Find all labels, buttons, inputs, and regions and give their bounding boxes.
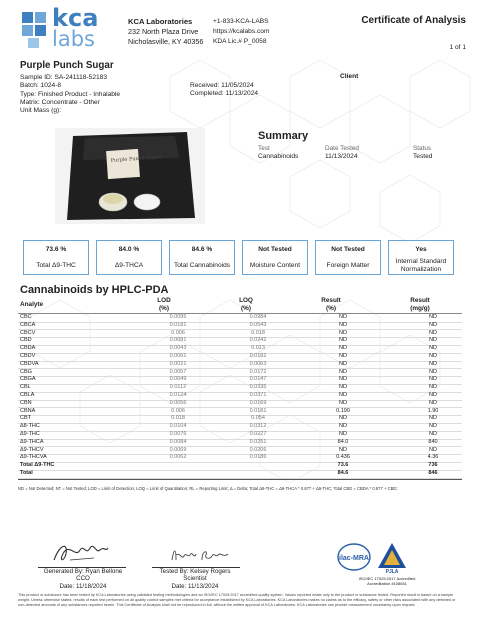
cell-analyte: CBGA bbox=[20, 376, 36, 383]
product-photo bbox=[55, 128, 205, 224]
cell-loq: 0.0284 bbox=[249, 314, 267, 320]
summary-title: Summary bbox=[258, 130, 309, 142]
col-header-loq-unit: (%) bbox=[241, 304, 251, 312]
sample-id: Sample ID: SA-241118-52183 bbox=[20, 74, 107, 81]
received-date: Received: 11/05/2024 bbox=[190, 82, 254, 89]
cell-result-mg: ND bbox=[429, 446, 437, 453]
accreditation-number: Accreditation #108651 bbox=[367, 581, 407, 586]
cell-result-pct: ND bbox=[339, 329, 347, 336]
col-header-analyte: Analyte bbox=[20, 301, 44, 308]
logo-text-labs: labs bbox=[52, 27, 95, 51]
cell-analyte: CBT bbox=[20, 415, 31, 422]
cell-lod: 0.006 bbox=[171, 407, 185, 414]
box-value: 84.6 % bbox=[191, 246, 213, 253]
box-value: Not Tested bbox=[258, 246, 292, 253]
box-thca bbox=[96, 240, 162, 275]
sample-meta bbox=[20, 74, 120, 115]
cell-lod: 0.0049 bbox=[169, 376, 187, 383]
box-value: 73.6 % bbox=[45, 246, 67, 253]
cell-loq: 0.018 bbox=[251, 329, 265, 336]
cannabinoids-title: Cannabinoids by HPLC-PDA bbox=[20, 284, 169, 296]
cell-loq: 0.0371 bbox=[249, 392, 267, 398]
disclaimer: This product or substance has been tested by KCA Laboratories using validated testing methodologies and an ISO/IEC 17025:2017 accredited quality system. Values reported relate only to the product or substance tested. Reported result is based on a sample weight. Unless otherwise stated, results of each test performed on all quality control samples met criteria for acceptance established by KCA Laboratories. KCA Laboratories makes no claims as to the efficacy, safety or other risks associated with any detected or non-detected amounts of any substances reported herein. This Certificate of Analysis shall not be reproduced in full, without the written approval of KCA Laboratories. KCA Laboratories can provide measurement uncertainty upon request. bbox=[18, 593, 456, 607]
summary-header-status: Status bbox=[413, 145, 432, 152]
col-header-loq-text: LOQ bbox=[239, 297, 253, 304]
cell-result-mg: ND bbox=[429, 345, 437, 352]
cell-result-mg: ND bbox=[429, 392, 437, 398]
accreditation-block bbox=[352, 576, 422, 586]
cell-loq: 0.0181 bbox=[249, 407, 267, 414]
cell-loq: 0.0182 bbox=[249, 353, 267, 359]
cell-loq: 0.0063 bbox=[249, 360, 267, 367]
box-label: Total Cannabinoids bbox=[173, 262, 231, 269]
cell-result-pct: ND bbox=[339, 423, 347, 430]
lab-phone: +1-833-KCA-LABS bbox=[213, 18, 269, 25]
cell-analyte: Δ9-THC bbox=[20, 431, 40, 437]
unit-mass: Unit Mass (g): bbox=[20, 107, 62, 115]
lab-contact-block bbox=[213, 17, 269, 47]
cell-lod: 0.006 bbox=[171, 329, 185, 336]
cell-loq: 0.0312 bbox=[249, 423, 267, 430]
table-footnote: ND = Not Detected; NT = Not Tested; LOD = Limit of Detection; LOQ = Limit of Quantitation; RL = Reporting Limit; Δ = Delta; Total Δ9-THC = Δ9-THCA * 0.877 + Δ9-THC; Total CBD = CBDA * 0.877 + CBD; bbox=[18, 486, 398, 491]
cell-analyte: Δ8-THC bbox=[20, 423, 40, 430]
generated-by-block bbox=[28, 568, 138, 590]
cell-lod: 0.0062 bbox=[169, 454, 187, 461]
cell-result-pct: ND bbox=[339, 337, 347, 344]
summary-date-value: 11/13/2024 bbox=[325, 153, 358, 160]
jar-label-text: Purple Punch Sugar bbox=[110, 154, 162, 164]
cell-result-mg: 736 bbox=[428, 462, 438, 469]
box-value: Yes bbox=[415, 246, 427, 253]
cell-lod: 0.0084 bbox=[169, 438, 187, 445]
cell-lod: 0.0021 bbox=[169, 360, 187, 367]
cell-result-pct: ND bbox=[339, 392, 347, 398]
cell-result-pct: ND bbox=[339, 376, 347, 383]
sample-type: Type: Finished Product - Inhalable bbox=[20, 90, 121, 98]
cell-result-pct: ND bbox=[339, 360, 347, 367]
cell-result-mg: 1.90 bbox=[427, 407, 439, 414]
cell-lod: 0.0181 bbox=[169, 321, 187, 328]
cell-analyte: CBN bbox=[20, 399, 32, 406]
cell-lod: 0.0081 bbox=[169, 337, 187, 344]
cell-loq: 0.0186 bbox=[249, 454, 267, 461]
box-value: Not Tested bbox=[331, 246, 365, 253]
tested-date: Date: 11/13/2024 bbox=[171, 582, 219, 590]
col-header-loq bbox=[235, 297, 257, 312]
cell-loq: 0.0172 bbox=[249, 368, 267, 375]
cell-result-mg: 4.36 bbox=[427, 454, 439, 461]
box-label: Δ9-THCA bbox=[114, 262, 144, 269]
cell-lod: 0.0043 bbox=[169, 345, 187, 352]
cell-result-mg: ND bbox=[429, 376, 437, 383]
cell-lod: 0.0104 bbox=[169, 423, 187, 430]
cell-result-mg: ND bbox=[429, 353, 437, 359]
cell-loq: 0.0206 bbox=[249, 446, 267, 453]
cell-result-mg: ND bbox=[429, 384, 437, 391]
cell-analyte: Δ9-THCA bbox=[20, 438, 44, 445]
cell-analyte: Δ9-THCVA bbox=[20, 454, 47, 461]
col-header-result-pct bbox=[316, 297, 346, 312]
cell-loq: 0.0251 bbox=[249, 438, 267, 445]
cell-lod: 0.0057 bbox=[169, 368, 187, 375]
cell-analyte: CBD bbox=[20, 337, 32, 344]
cell-result-pct: 84.0 bbox=[337, 438, 349, 445]
cell-result-mg: 846 bbox=[428, 470, 438, 476]
col-header-result-pct-text: Result bbox=[321, 297, 341, 304]
summary-test-value: Cannabinoids bbox=[258, 153, 299, 160]
page-number: 1 of 1 bbox=[449, 44, 466, 51]
cell-result-pct: ND bbox=[339, 314, 347, 320]
cell-lod: 0.0069 bbox=[169, 446, 187, 453]
cell-lod: 0.0061 bbox=[169, 353, 187, 359]
summary-header-test: Test bbox=[258, 145, 270, 152]
col-header-lod-text: LOD bbox=[157, 297, 171, 304]
lab-address-block bbox=[128, 17, 203, 47]
box-foreign-matter bbox=[315, 240, 381, 275]
tested-by: Tested By: Kelsey Rogers bbox=[159, 568, 231, 575]
cell-lod: 0.0112 bbox=[169, 384, 187, 391]
sample-dates bbox=[190, 82, 258, 99]
cell-loq: 0.0335 bbox=[249, 384, 267, 391]
logo-mark-icon bbox=[20, 10, 50, 50]
cell-analyte: CBNA bbox=[20, 407, 36, 414]
col-header-result-pct-unit: (%) bbox=[326, 304, 336, 312]
completed-date: Completed: 11/13/2024 bbox=[190, 90, 259, 98]
cell-analyte: CBDA bbox=[20, 345, 36, 352]
col-header-lod bbox=[153, 297, 175, 312]
cell-result-mg: ND bbox=[429, 360, 437, 367]
cell-loq: 0.0169 bbox=[249, 399, 267, 406]
cell-analyte: Δ9-THCV bbox=[20, 446, 44, 453]
cell-result-pct: ND bbox=[339, 384, 347, 391]
lab-address-line2: Nicholasville, KY 40356 bbox=[128, 37, 204, 46]
lab-name: KCA Laboratories bbox=[128, 17, 193, 26]
pjla-logo-text: PJLA bbox=[385, 569, 399, 574]
logo-text-kca: kca bbox=[52, 4, 99, 32]
cell-analyte: Total bbox=[20, 470, 33, 476]
cell-analyte: CBL bbox=[20, 384, 31, 391]
cell-loq: 0.054 bbox=[251, 415, 265, 422]
cell-result-pct: ND bbox=[339, 446, 347, 453]
generated-by: Generated By: Ryan Bellone bbox=[43, 568, 123, 575]
cell-result-mg: ND bbox=[429, 337, 437, 344]
cell-loq: 0.0242 bbox=[249, 337, 267, 344]
box-value: 84.0 % bbox=[118, 246, 140, 253]
cell-result-mg: ND bbox=[429, 399, 437, 406]
box-label: Foreign Matter bbox=[326, 262, 370, 269]
ryan-bellone-signature bbox=[50, 538, 110, 566]
col-header-result-mg bbox=[405, 297, 435, 312]
kelsey-rogers-signature bbox=[168, 544, 232, 566]
product-name: Purple Punch Sugar bbox=[20, 60, 114, 71]
box-label: Internal Standard Normalization bbox=[395, 258, 447, 273]
table-bottom-rule bbox=[18, 479, 462, 480]
cell-result-mg: ND bbox=[429, 329, 437, 336]
cell-lod: 0.018 bbox=[171, 415, 185, 422]
cell-analyte: Total Δ9-THC bbox=[20, 462, 55, 469]
cell-result-mg: ND bbox=[429, 314, 437, 320]
tested-role: Scientist bbox=[183, 575, 207, 583]
cell-result-pct: 0.436 bbox=[336, 454, 350, 461]
cell-result-mg: ND bbox=[429, 368, 437, 375]
box-label: Total Δ9-THC bbox=[36, 262, 76, 269]
col-header-lod-unit: (%) bbox=[159, 304, 169, 312]
box-total-cannabinoids bbox=[169, 240, 235, 275]
accreditation-text: ISO/IEC 17025:2017 Accredited bbox=[358, 576, 416, 581]
cell-analyte: CBDVA bbox=[20, 360, 39, 367]
cell-loq: 0.0147 bbox=[249, 376, 267, 383]
box-moisture bbox=[242, 240, 308, 275]
box-label: Moisture Content bbox=[249, 262, 301, 269]
cell-loq: 0.013 bbox=[251, 345, 265, 352]
cell-result-mg: ND bbox=[429, 423, 437, 430]
cell-result-pct: ND bbox=[339, 368, 347, 375]
cell-result-pct: ND bbox=[339, 415, 347, 422]
col-header-result-mg-unit: (mg/g) bbox=[410, 304, 430, 312]
cell-loq: 0.0543 bbox=[249, 321, 267, 328]
cell-lod: 0.0076 bbox=[169, 431, 187, 437]
cell-result-pct: 73.6 bbox=[337, 462, 349, 469]
lab-license: KDA Lic.# P_0058 bbox=[213, 38, 267, 45]
cell-analyte: CBDV bbox=[20, 353, 36, 359]
box-total-thc bbox=[23, 240, 89, 275]
cell-analyte: CBCV bbox=[20, 329, 36, 336]
box-internal-standard bbox=[388, 240, 454, 275]
cell-result-pct: ND bbox=[339, 345, 347, 352]
lab-address-line1: 232 North Plaza Drive bbox=[128, 27, 199, 36]
cell-result-pct: 0.190 bbox=[336, 407, 350, 414]
cell-analyte: CBLA bbox=[20, 392, 35, 398]
document-title: Certificate of Analysis bbox=[361, 15, 466, 26]
cell-result-pct: ND bbox=[339, 431, 347, 437]
ilac-logo-text: ilac-MRA bbox=[339, 555, 369, 562]
client-label: Client bbox=[340, 73, 359, 80]
tested-by-block bbox=[140, 568, 250, 590]
cell-analyte: CBG bbox=[20, 368, 32, 375]
cell-result-pct: ND bbox=[339, 321, 347, 328]
generated-date: Date: 11/18/2024 bbox=[59, 582, 107, 590]
cell-analyte: CBCA bbox=[20, 321, 36, 328]
cell-loq: 0.0227 bbox=[249, 431, 267, 437]
cell-lod: 0.0056 bbox=[169, 399, 187, 406]
summary-header-date: Date Tested bbox=[325, 145, 359, 152]
col-header-result-mg-text: Result bbox=[410, 297, 430, 304]
pjla-logo bbox=[374, 540, 410, 574]
cell-result-mg: 840 bbox=[428, 438, 438, 445]
cell-lod: 0.0095 bbox=[169, 314, 187, 320]
cell-result-mg: ND bbox=[429, 415, 437, 422]
cell-result-pct: 84.6 bbox=[337, 470, 349, 476]
cell-analyte: CBC bbox=[20, 314, 32, 320]
cell-lod: 0.0124 bbox=[169, 392, 187, 398]
sample-matrix: Matrix: Concentrate - Other bbox=[20, 98, 100, 106]
ilac-mra-logo bbox=[336, 541, 372, 575]
generated-role: CCO bbox=[76, 575, 90, 583]
lab-website-link[interactable]: https://kcalabs.com bbox=[213, 28, 270, 35]
cell-result-mg: ND bbox=[429, 431, 437, 437]
summary-status-value: Tested bbox=[413, 153, 433, 160]
cell-result-pct: ND bbox=[339, 399, 347, 406]
cell-result-mg: ND bbox=[429, 321, 437, 328]
cell-result-pct: ND bbox=[339, 353, 347, 359]
batch: Batch: 1024-8 bbox=[20, 82, 62, 90]
